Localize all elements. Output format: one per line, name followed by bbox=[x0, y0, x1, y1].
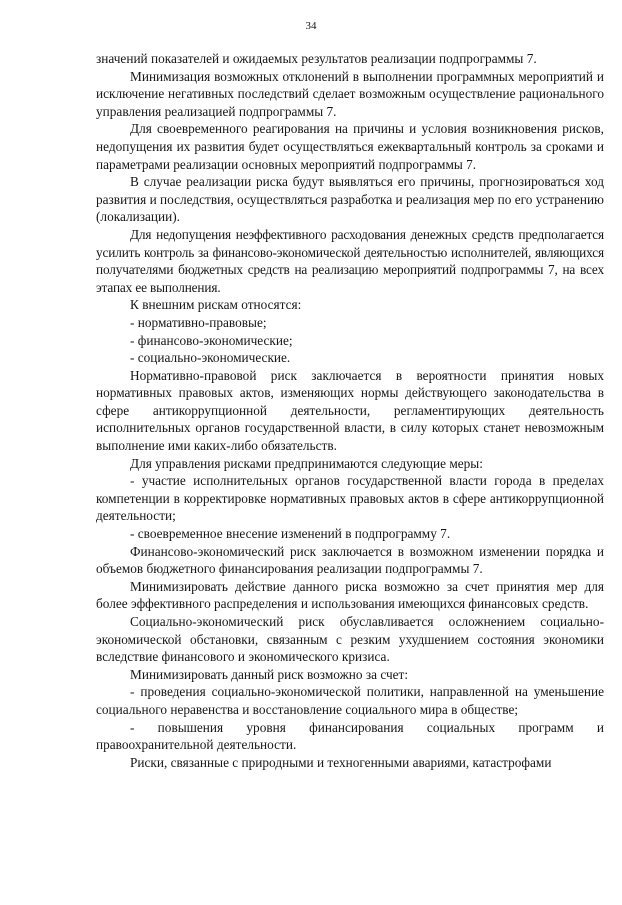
paragraph: значений показателей и ожидаемых результатов реализации подпрограммы 7. bbox=[96, 51, 537, 66]
document-body bbox=[96, 50, 604, 771]
paragraph: Для своевременного реагирования на причины и условия возникновения рисков, недопущения их развития будет осуществляться ежеквартальный контроль за сроками и параметрами реализации основных мероприятий подпрограммы 7. bbox=[96, 121, 604, 172]
list-item: - нормативно-правовые; bbox=[130, 314, 267, 330]
list-item: - своевременное внесение изменений в подпрограмму 7. bbox=[130, 526, 451, 542]
paragraph: Риски, связанные с природными и техногенными авариями, катастрофами bbox=[130, 754, 552, 770]
paragraph: К внешним рискам относятся: bbox=[130, 297, 302, 313]
paragraph: Минимизация возможных отклонений в выполнении программных мероприятий и исключение негативных последствий сделает возможным осуществление рационального управления реализацией подпрограммы 7. bbox=[96, 68, 604, 119]
list-item: - социально-экономические. bbox=[130, 350, 291, 366]
paragraph: Для недопущения неэффективного расходования денежных средств предполагается усилить контроль за финансово-экономической деятельностью исполнителей, являющихся получателями бюджетных средств на реализацию мероприятий подпрограммы 7, на всех этапах ее выполнения. bbox=[96, 226, 604, 295]
list-item: - проведения социально-экономической политики, направленной на уменьшение социального неравенства и восстановление социального мира в обществе; bbox=[96, 684, 604, 717]
list-item: - финансово-экономические; bbox=[130, 332, 293, 348]
list-item: - участие исполнительных органов государственной власти города в пределах компетенции в корректировке нормативных правовых актов в сфере антикоррупционной деятельности; bbox=[96, 473, 604, 524]
paragraph: В случае реализации риска будут выявляться его причины, прогнозироваться ход развития и последствия, осуществляться разработка и реализация мер по его устранению (локализации). bbox=[96, 174, 604, 225]
paragraph: Для управления рисками предпринимаются следующие меры: bbox=[130, 455, 483, 471]
page-number: 34 bbox=[305, 20, 317, 32]
paragraph: Финансово-экономический риск заключается в возможном изменении порядка и объемов бюджетного финансирования реализации подпрограммы 7. bbox=[96, 543, 604, 577]
paragraph: Минимизировать действие данного риска возможно за счет принятия мер для более эффективного распределения и использования имеющихся финансовых средств. bbox=[96, 578, 604, 612]
paragraph: Социально-экономический риск обуславливается осложнением социально-экономической обстановки, связанным с резким ухудшением состояния экономики вследствие финансового и экономического кризиса. bbox=[96, 614, 604, 665]
paragraph: Минимизировать данный риск возможно за счет: bbox=[130, 666, 409, 682]
list-item: - повышения уровня финансирования социальных программ и правоохранительной деятельности. bbox=[96, 719, 604, 753]
paragraph: Нормативно-правовой риск заключается в вероятности принятия новых нормативных правовых актов, изменяющих нормы действующего законодательства в сфере антикоррупционной деятельности, регламентирующих деятельность исполнительных органов государственной власти, в силу которых станет невозможным выполнение ими каких-либо обязательств. bbox=[96, 367, 604, 454]
